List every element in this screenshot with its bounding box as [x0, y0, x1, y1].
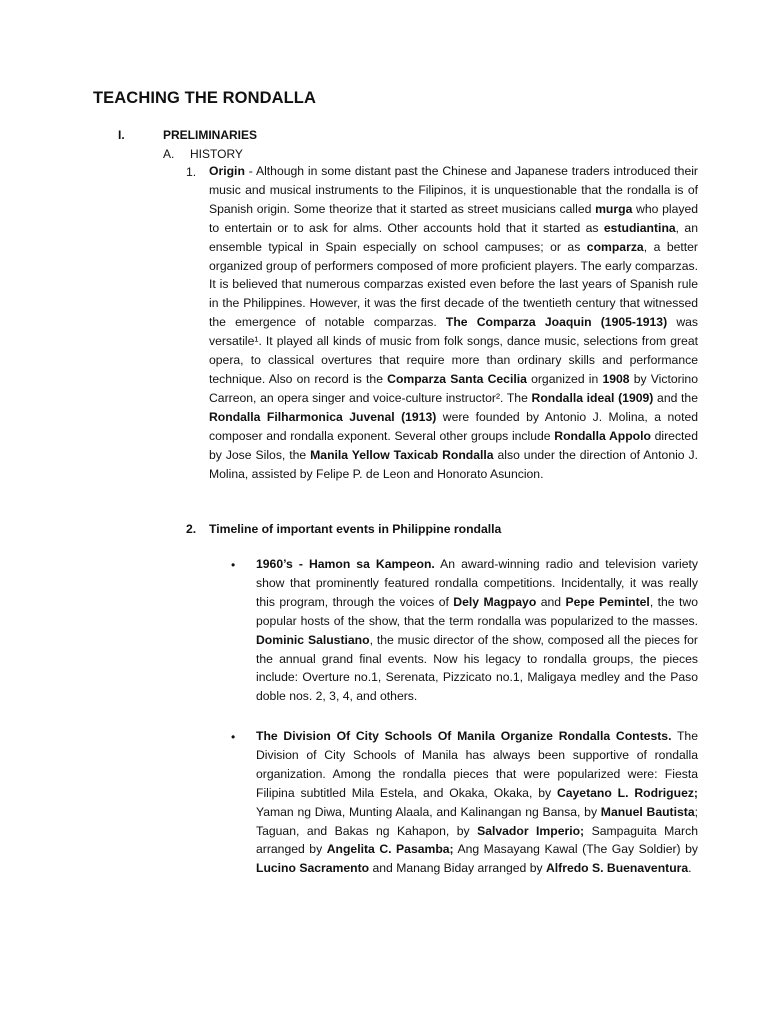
bold-term: Lucino Sacramento: [256, 861, 370, 876]
text-run: directed by Jose Silos, the: [209, 428, 698, 462]
section-number: I.: [118, 128, 125, 142]
bold-term: Pepe Pemintel: [565, 594, 650, 609]
bold-term: comparza: [586, 239, 644, 254]
bullet-paragraph-1960s: [256, 555, 698, 706]
bold-term: Cayetano L. Rodriguez;: [556, 785, 698, 800]
timeline-heading: Timeline of important events in Philippine rondalla: [209, 522, 502, 536]
bold-term: estudiantina: [603, 220, 676, 235]
bold-term: The Comparza Joaquin (1905-1913): [445, 315, 668, 330]
text-run: and Manang Biday arranged by: [369, 861, 546, 876]
text-run: An award-winning radio and television variety show that prominently featured rondalla competitions. Incidentally, it was really this program, through the voices of: [256, 557, 698, 609]
text-run: , a better organized group of performers composed of more proficient players. The early comparzas. It is believed that numerous comparzas existed even before the last years of Spanish rule in the Philippines. However, it was the first decade of the twentieth century that witnessed the emergence of notable comparzas.: [209, 239, 698, 330]
bold-term: Salvador Imperio;: [477, 823, 585, 838]
text-run: also under the direction of Antonio J. Molina, assisted by Felipe P. de Leon and Honorato Asuncion.: [209, 447, 699, 481]
text-run: , an ensemble typical in Spain especially on school campuses; or as: [209, 220, 698, 254]
text-run: and the: [653, 390, 698, 405]
bold-term: Rondalla ideal (1909): [531, 390, 654, 405]
text-run: Yaman ng Diwa, Munting Alaala, and Kalinangan ng Bansa, by: [256, 804, 601, 819]
bold-term: Manila Yellow Taxicab Rondalla: [310, 447, 494, 462]
bold-term: murga: [595, 201, 633, 216]
item-2-number: 2.: [186, 522, 197, 536]
section-title: PRELIMINARIES: [163, 128, 258, 142]
bold-term: 1908: [602, 371, 630, 386]
origin-heading: Origin: [209, 164, 245, 178]
subsection-letter: A.: [163, 147, 175, 161]
text-run: , the music director of the show, composed all the pieces for the annual grand final events. Now his legacy to rondalla groups, the pieces include: Overture no.1, Serenata, Pizzicato no.1, Maligaya medley and the Paso doble nos. 2, 3, 4, and others.: [256, 632, 698, 704]
bold-term: 1960’s - Hamon sa Kampeon.: [256, 557, 435, 571]
text-run: , the two popular hosts of the show, that the term rondalla was popularized to the masses.: [256, 594, 698, 628]
text-run: was versatile¹. It played all kinds of music from folk songs, dance music, selections from great opera, to classical overtures that require more than ordinary skills and performance technique. Also on record is the: [209, 315, 699, 386]
bold-term: Alfredo S. Buenaventura: [545, 861, 689, 876]
origin-paragraph: [209, 162, 698, 483]
bullet-paragraph-manila-schools: [256, 727, 698, 878]
bold-term: Manuel Bautista: [600, 804, 695, 819]
text-run: - Although in some distant past the Chinese and Japanese traders introduced their music and musical instruments to the Filipinos, it is unquestionable that the rondalla is of Spanish origin. Some theorize that it started as street musicians called: [209, 164, 698, 216]
item-1-number: 1.: [186, 165, 197, 179]
bold-term: The Division Of City Schools Of Manila Organize Rondalla Contests.: [256, 729, 672, 743]
bold-term: Angelita C. Pasamba;: [326, 842, 454, 857]
text-run: who played to entertain or to ask for alms. Other accounts hold that it started as: [209, 201, 698, 235]
text-run: Ang Masayang Kawal (The Gay Soldier) by: [453, 842, 699, 857]
text-run: The Division of City Schools of Manila has always been supportive of rondalla organization. Among the rondalla pieces that were popularized were: Fiesta Filipina subtitled Mila Estela, and Okaka, Okaka, by: [256, 729, 698, 800]
text-run: were founded by Antonio J. Molina, a noted composer and rondalla exponent. Several other groups include: [209, 409, 699, 443]
bold-term: Rondalla Appolo: [554, 428, 651, 443]
bold-term: Dominic Salustiano: [256, 632, 370, 647]
bullet-icon: •: [231, 558, 236, 572]
bold-term: Dely Magpayo: [453, 594, 537, 609]
text-run: by Victorino Carreon, an opera singer and voice-culture instructor². The: [209, 371, 698, 405]
text-run: .: [688, 861, 692, 876]
bullet-icon: •: [231, 730, 236, 744]
text-run: organized in: [526, 371, 603, 386]
text-run: ; Taguan, and Bakas ng Kahapon, by: [256, 804, 698, 838]
document-title: TEACHING THE RONDALLA: [93, 89, 317, 107]
subsection-title: HISTORY: [190, 147, 243, 161]
text-run: Sampaguita March arranged by: [256, 823, 698, 857]
bold-term: Rondalla Filharmonica Juvenal (1913): [209, 409, 437, 424]
text-run: and: [536, 594, 566, 609]
bold-term: Comparza Santa Cecilia: [387, 371, 527, 386]
